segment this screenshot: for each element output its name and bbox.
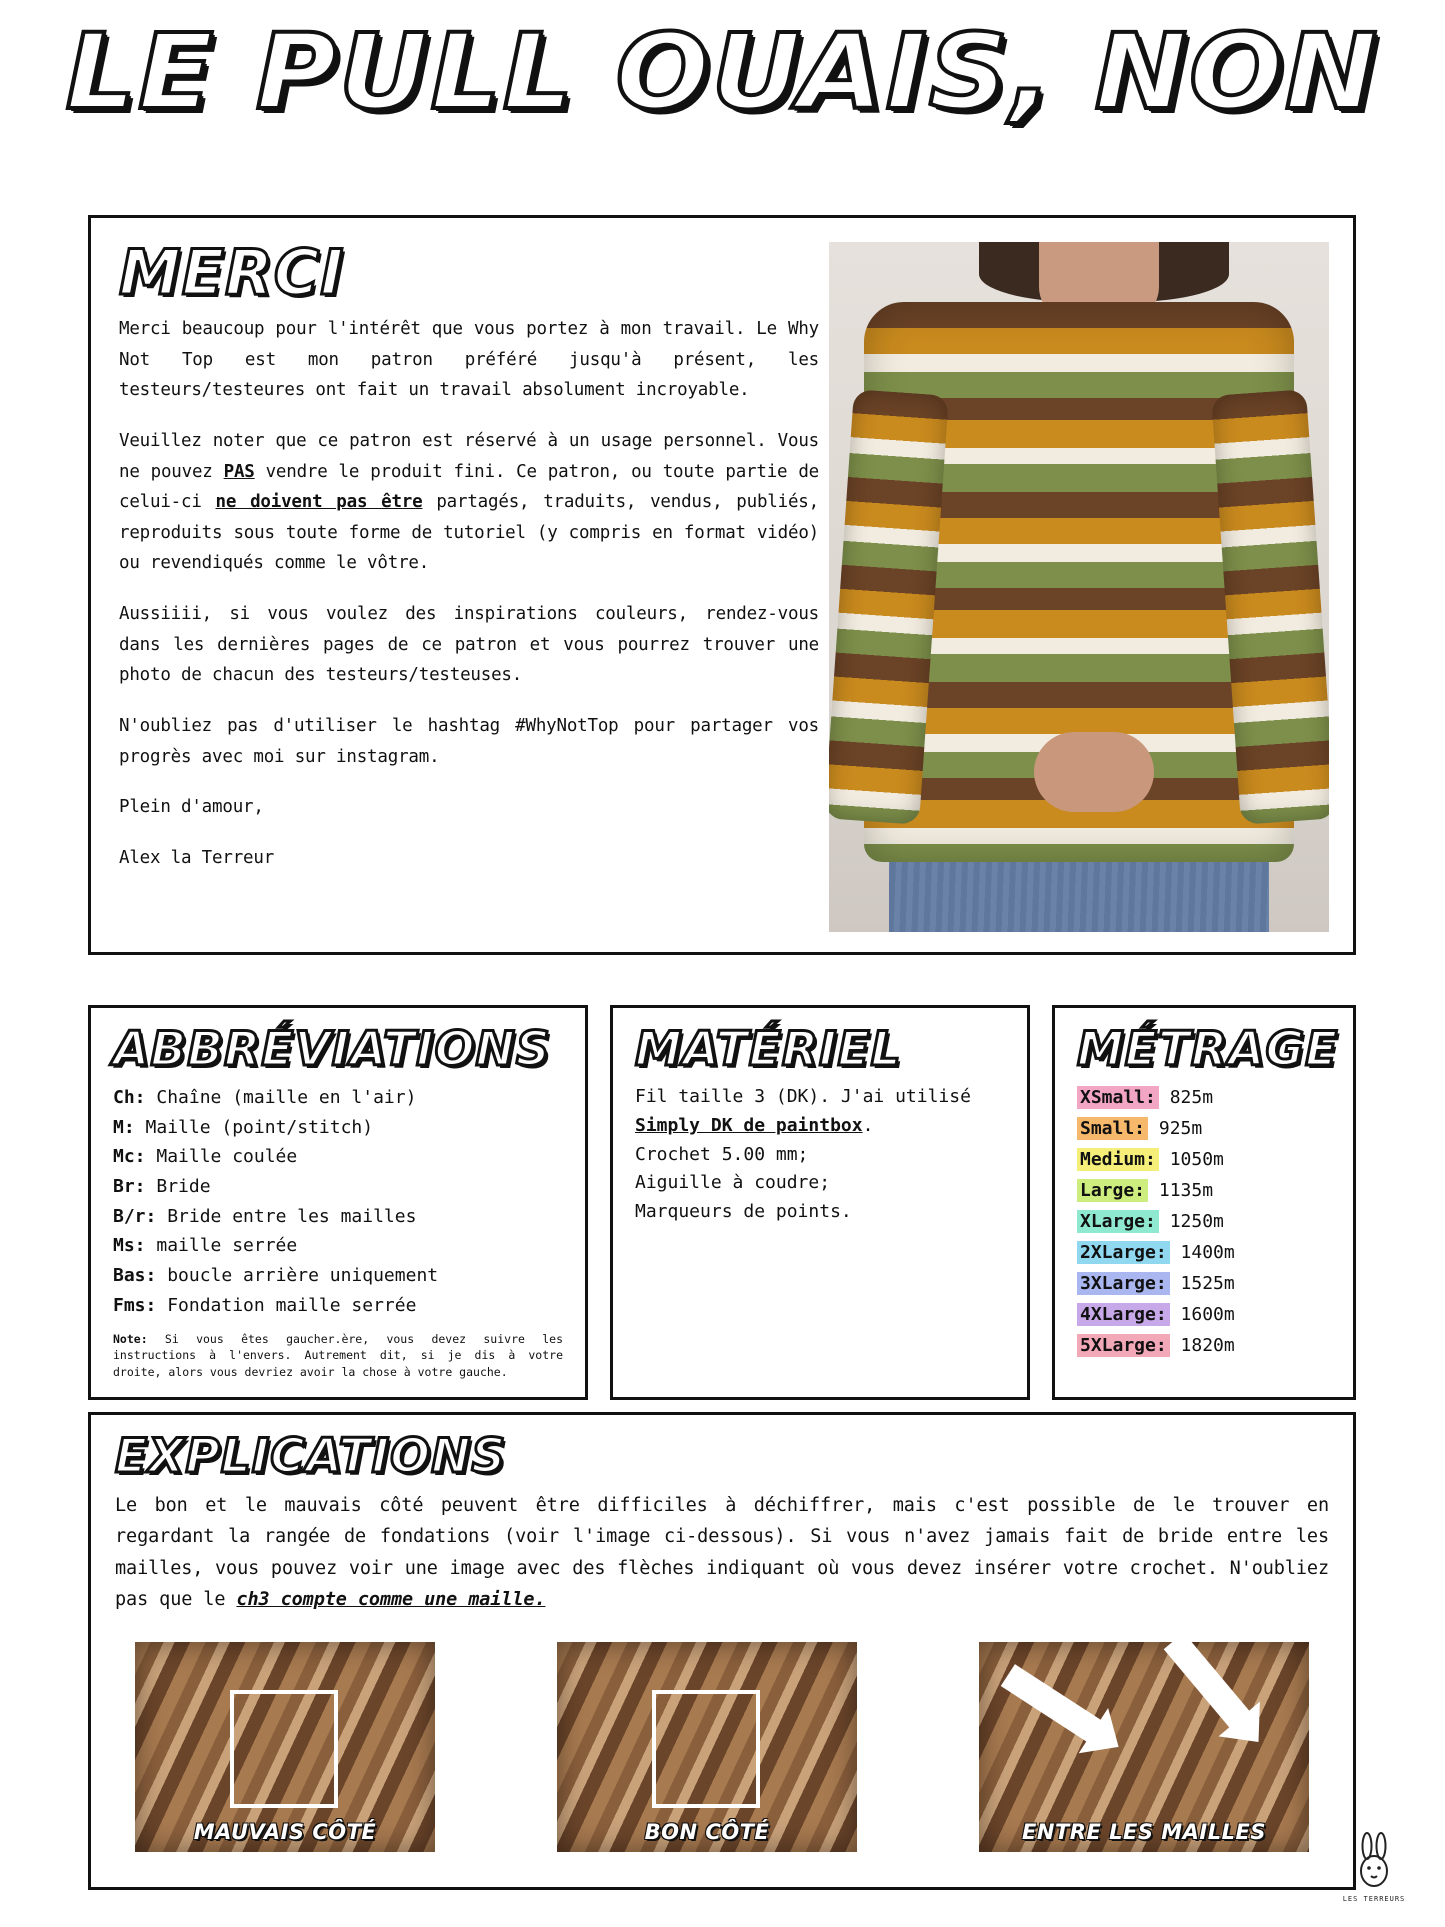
list-item [1077,1300,1331,1331]
size-badge: 3XLarge: [1077,1272,1170,1295]
materiel-heading: MATÉRIEL [635,1022,902,1077]
photo-caption: BON CÔTÉ [644,1819,770,1844]
materiel-line-1a: Fil taille 3 (DK). J'ai utilisé [635,1086,971,1107]
size-value: 1400m [1169,1241,1235,1263]
yarn-closeup-image [557,1642,857,1852]
size-badge: 5XLarge: [1077,1334,1170,1357]
size-badge: 4XLarge: [1077,1303,1170,1326]
materiel-line-3: Aiguille à coudre; [635,1172,831,1194]
list-item [1077,1331,1331,1362]
abbrev-key: Ms: [113,1235,146,1257]
size-badge: Large: [1077,1179,1148,1202]
explications-emphasis: ch3 compte comme une maille. [236,1589,546,1611]
photo-entre-les-mailles [979,1642,1309,1852]
arrow-icon [1164,1642,1255,1733]
list-item [1077,1238,1331,1269]
abbrev-value: Maille (point/stitch) [134,1116,374,1138]
merci-signoff: Plein d'amour, [119,797,264,818]
list-item [113,1231,563,1261]
size-value: 1820m [1169,1334,1235,1356]
merci-section [88,215,1356,955]
abbrev-key: Ch: [113,1087,146,1108]
yarn-closeup-image [135,1642,435,1852]
size-badge: Medium: [1077,1148,1159,1171]
list-item [113,1083,563,1113]
abbreviations-note [113,1331,563,1381]
note-text: Si vous êtes gaucher.ère, vous devez suivre les instructions à l'envers. Autrement dit, si je dis à votre droite, alors vous devriez avoir la chose à votre gauche. [113,1331,563,1379]
size-badge: Small: [1077,1117,1148,1140]
highlight-square [652,1690,760,1808]
metrage-heading: MÉTRAGE [1077,1022,1339,1077]
metrage-section [1052,1005,1356,1400]
abbrev-key: Br: [113,1176,146,1198]
merci-paragraph-3: Aussiiii, si vous voulez des inspirations couleurs, rendez-vous dans les dernières pages de ce patron et vous pourrez trouver une photo de chacun des testeurs/testeuses. [119,604,819,686]
merci-emphasis-ne-doivent-pas: ne doivent pas être [215,492,423,513]
photo-caption: ENTRE LES MAILLES [1022,1819,1266,1844]
abbrev-key: B/r: [113,1205,157,1227]
merci-heading: MERCI [119,236,345,309]
abbrev-value: Bride entre les mailles [156,1205,417,1227]
photo-bon-cote [557,1642,857,1852]
abbreviations-section [88,1005,588,1400]
abbrev-value: Maille coulée [145,1146,298,1168]
size-value: 1525m [1169,1272,1235,1294]
logo-label: LES TERREURS [1342,1895,1406,1903]
explications-heading: EXPLICATIONS [115,1429,507,1484]
list-item [1077,1269,1331,1300]
list-item [1077,1176,1331,1207]
abbrev-value: maille serrée [145,1235,298,1257]
abbrev-value: Bride [145,1176,211,1198]
abbrev-value: boucle arrière uniquement [156,1265,439,1287]
size-badge: XSmall: [1077,1086,1159,1109]
arrow-icon [1001,1664,1107,1746]
photo-mauvais-cote [135,1642,435,1852]
merci-paragraph-4: N'oubliez pas d'utiliser le hashtag #WhyNotTop pour partager vos progrès avec moi sur instagram. [119,715,819,767]
abbrev-key: Bas: [113,1265,157,1287]
merci-body [119,314,819,873]
size-value: 825m [1158,1087,1214,1108]
size-value: 1250m [1158,1210,1224,1232]
list-item [1077,1207,1331,1238]
list-item [1077,1083,1331,1114]
materiel-section [610,1005,1030,1400]
list-item [113,1113,563,1143]
merci-paragraph-2 [119,426,819,579]
explications-body [115,1490,1329,1616]
materiel-line-2: Crochet 5.00 mm; [635,1143,809,1165]
sweater-photo [829,242,1329,932]
list-item [113,1202,563,1232]
materiel-body [635,1083,1005,1227]
list-item [113,1142,563,1172]
abbreviations-list [113,1083,563,1321]
merci-p2-part-a: Veuillez noter que ce patron est réservé à un usage personnel. Vous ne pouvez [119,430,819,482]
size-value: 925m [1148,1117,1203,1139]
merci-author: Alex la Terreur [119,847,275,868]
abbrev-value: Chaîne (maille en l'air) [145,1087,417,1108]
list-item [113,1172,563,1202]
merci-p2-part-c: partagés, traduits, vendus, publiés, reproduits sous toute forme de tutoriel (y compris en format vidéo) ou revendiqués comme le vôtre. [119,492,819,574]
note-label: Note: [113,1331,148,1346]
simply-dk-link[interactable]: Simply DK de paintbox [635,1114,863,1136]
abbreviations-heading: ABBRÉVIATIONS [113,1022,551,1077]
size-value: 1135m [1148,1179,1214,1201]
merci-emphasis-pas: PAS [223,461,255,482]
size-value: 1600m [1169,1303,1235,1325]
size-badge: 2XLarge: [1077,1241,1170,1264]
list-item [1077,1145,1331,1176]
explications-section [88,1412,1356,1890]
list-item [113,1261,563,1291]
abbrev-key: Mc: [113,1146,146,1168]
abbrev-key: Fms: [113,1294,157,1316]
materiel-line-1b: . [862,1114,874,1136]
size-value: 1050m [1158,1148,1224,1170]
explications-text: Le bon et le mauvais côté peuvent être difficiles à déchiffrer, mais c'est possible de le trouver en regardant la rangée de fondations (voir l'image ci-dessous). Si vous n'avez jamais fait de bride entre les mailles, vous pouvez voir une image avec des flèches indiquant où vous devez insérer votre crochet. N'oubliez pas que le [115,1495,1329,1611]
rabbit-logo-icon [1344,1831,1404,1889]
brand-logo [1333,1831,1415,1913]
yarn-closeup-image [979,1642,1309,1852]
size-badge: XLarge: [1077,1210,1159,1233]
highlight-square [230,1690,338,1808]
metrage-list [1077,1083,1331,1362]
explications-photo-row [115,1642,1329,1852]
page-title: LE PULL OUAIS, NON [65,11,1380,133]
merci-paragraph-1: Merci beaucoup pour l'intérêt que vous portez à mon travail. Le Why Not Top est mon patron préféré jusqu'à présent, les testeurs/testeures ont fait un travail absolument incroyable. [119,319,819,401]
model-hands [1034,732,1154,812]
list-item [1077,1114,1331,1145]
merci-p2-part-b: vendre le produit fini. Ce patron, ou toute partie de celui-ci [119,461,820,513]
abbrev-key: M: [113,1116,135,1138]
photo-caption: MAUVAIS CÔTÉ [193,1819,377,1844]
abbrev-value: Fondation maille serrée [156,1294,417,1316]
list-item [113,1291,563,1321]
materiel-line-4: Marqueurs de points. [635,1201,852,1223]
